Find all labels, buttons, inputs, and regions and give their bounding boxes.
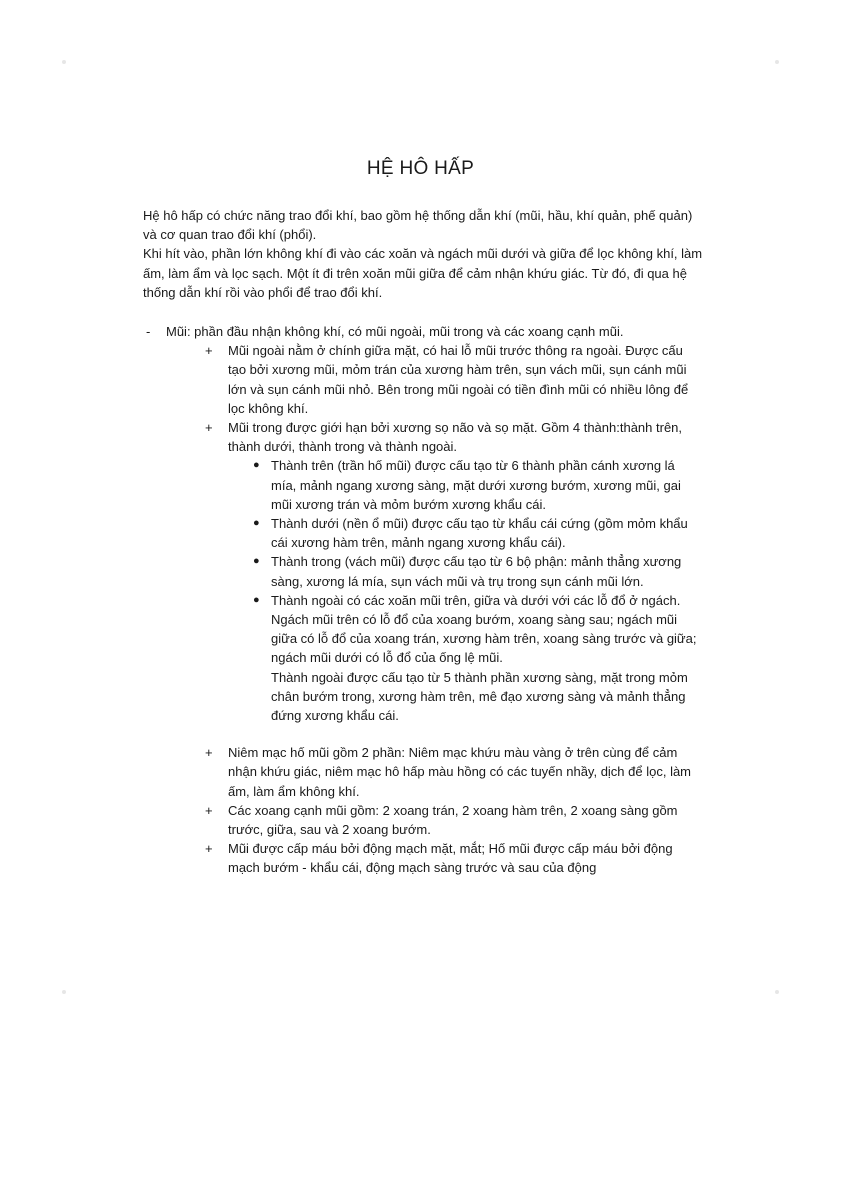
spacer [143, 725, 703, 743]
intro-paragraph: Hệ hô hấp có chức năng trao đổi khí, bao gồm hệ thống dẫn khí (mũi, hầu, khí quản, phế quản) và cơ quan trao đổi khí (phổi). [143, 208, 693, 243]
list-item-text: Thành ngoài được cấu tạo từ 5 thành phần xương sàng, mặt trong mỏm chân bướm trong, xương hàm trên, mê đạo xương sàng và mảnh thẳng đứng xương khẩu cái. [271, 669, 688, 724]
list-item-outer-wall-continued [143, 668, 703, 726]
plus-marker: + [205, 745, 213, 761]
plus-marker: + [205, 802, 213, 818]
list-item-inner-wall [143, 552, 703, 590]
list-item-text: Mũi trong được giới hạn bởi xương sọ não và sọ mặt. Gồm 4 thành:thành trên, thành dưới, thành trong và thành ngoài. [228, 420, 683, 455]
list-item-external-nose [143, 341, 703, 418]
dash-marker: - [146, 324, 151, 339]
scan-artifact [775, 60, 779, 64]
list-item-mucosa [143, 743, 703, 801]
bullet-marker: ● [253, 517, 260, 530]
list-item-text: Niêm mạc hố mũi gồm 2 phần: Niêm mạc khứu màu vàng ở trên cùng để cảm nhận khứu giác, niêm mạc hô hấp màu hồng có các tuyến nhầy, dịch để lọc, làm ấm, làm ẩm không khí. [228, 745, 692, 799]
list-item-sinuses [143, 801, 703, 839]
list-item-text: Mũi: phần đầu nhận không khí, có mũi ngoài, mũi trong và các xoang cạnh mũi. [166, 324, 624, 339]
list-item-outer-wall [143, 591, 703, 668]
bullet-marker: ● [253, 593, 260, 606]
intro-section [143, 206, 703, 302]
intro-paragraph: Khi hít vào, phần lớn không khí đi vào các xoăn và ngách mũi dưới và giữa để lọc không khí, làm ấm, làm ẩm và lọc sạch. Một ít đi trên xoăn mũi giữa để cảm nhận khứu giác. Từ đó, đi qua hệ thống dẫn khí rồi vào phổi để trao đổi khí. [143, 246, 703, 300]
list-item-nose [143, 322, 703, 341]
scan-artifact [775, 990, 779, 994]
plus-marker: + [205, 420, 213, 436]
bullet-marker: ● [253, 459, 260, 472]
plus-marker: + [205, 343, 213, 359]
scan-artifact [62, 990, 66, 994]
list-item-internal-nose [143, 418, 703, 456]
bullet-marker: ● [253, 555, 260, 568]
scan-artifact [62, 60, 66, 64]
list-item-upper-wall [143, 456, 703, 514]
plus-marker: + [205, 841, 213, 857]
list-item-text: Thành trong (vách mũi) được cấu tạo từ 6 bộ phận: mảnh thẳng xương sàng, xương lá mía, sụn vách mũi và trụ trong sụn cánh mũi lớn. [271, 554, 682, 589]
content-list [143, 322, 703, 878]
list-item-text: Mũi ngoài nằm ở chính giữa mặt, có hai lỗ mũi trước thông ra ngoài. Được cấu tạo bởi xương mũi, mỏm trán của xương hàm trên, sụn vách mũi, sụn cánh mũi lớn và sụn cánh mũi nhỏ. Bên trong mũi ngoài có tiền đình mũi có nhiều lông để lọc không khí. [228, 343, 689, 416]
list-item-blood-supply [143, 839, 703, 877]
list-item-text: Mũi được cấp máu bởi động mạch mặt, mắt; Hố mũi được cấp máu bởi động mạch bướm - khẩu cái, động mạch sàng trước và sau của động [228, 841, 673, 876]
list-item-lower-wall [143, 514, 703, 552]
list-item-text: Các xoang cạnh mũi gồm: 2 xoang trán, 2 xoang hàm trên, 2 xoang sàng gồm trước, giữa, sau và 2 xoang bướm. [228, 802, 678, 838]
list-item-text: Thành ngoài có các xoăn mũi trên, giữa và dưới với các lỗ đổ ở ngách. Ngách mũi trên có lỗ đổ của xoang bướm, xoang sàng sau; ngách mũi giữa có lỗ đổ của xoang trán, xương hàm trên, xoang sàng trước và giữa; ngách mũi dưới có lỗ đổ của ống lệ mũi. [271, 592, 697, 666]
list-item-text: Thành trên (trần hố mũi) được cấu tạo từ 6 thành phần cánh xương lá mía, mảnh ngang xương sàng, mặt dưới xương bướm, xương mũi, gai mũi xương trán và mỏm bướm xương khẩu cái. [271, 458, 681, 512]
list-item-text: Thành dưới (nền ổ mũi) được cấu tạo từ khẩu cái cứng (gồm mỏm khẩu cái xương hàm trên, mảnh ngang xương khẩu cái). [271, 516, 688, 551]
page-title: HỆ HÔ HẤP [366, 158, 475, 179]
